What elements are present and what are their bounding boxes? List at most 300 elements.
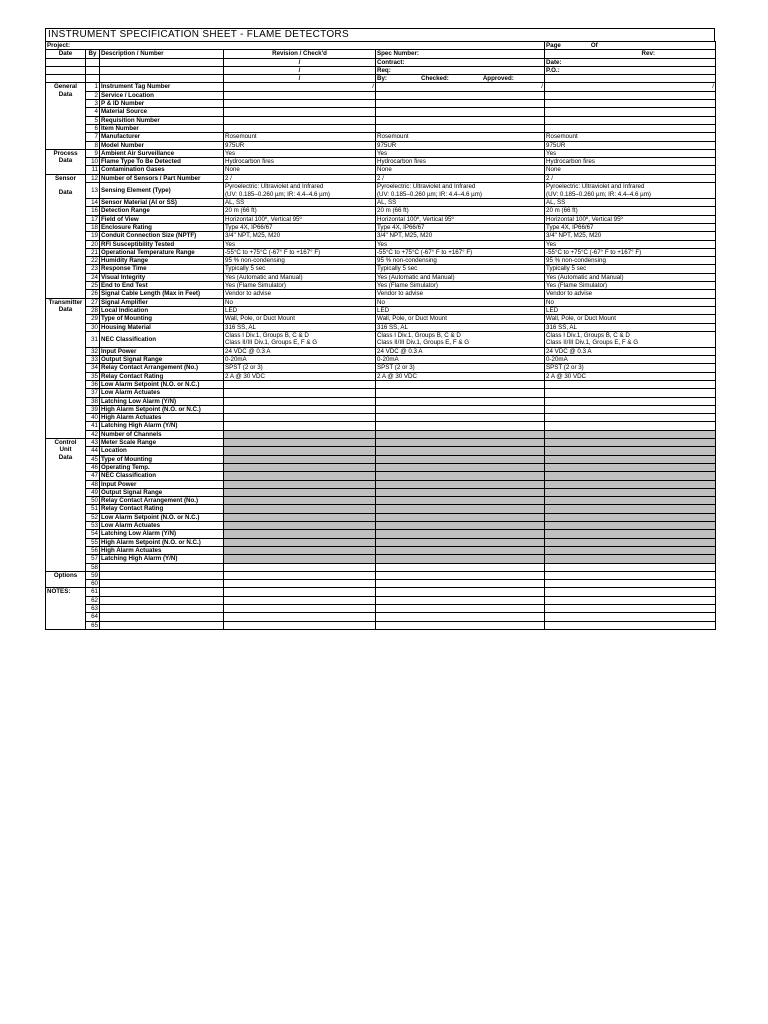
- row-description: RFI Susceptibility Tested: [100, 240, 224, 248]
- value-cell[interactable]: Class I Div.1, Groups B, C & D Class II/III Div.1, Groups E, F & G: [545, 331, 716, 347]
- value-cell[interactable]: [224, 605, 376, 613]
- value-cell[interactable]: LED: [376, 306, 545, 314]
- value-cell[interactable]: Yes (Flame Simulator): [224, 282, 376, 290]
- table-row: [46, 158, 716, 166]
- value-cell[interactable]: [224, 505, 376, 513]
- value-cell[interactable]: [224, 563, 376, 571]
- value-cell[interactable]: [224, 397, 376, 405]
- value-cell[interactable]: [224, 380, 376, 388]
- value-cell[interactable]: None: [224, 166, 376, 174]
- table-row: [46, 282, 716, 290]
- value-cell[interactable]: 24 VDC @ 0.3 A: [376, 347, 545, 355]
- date-label: Date:: [545, 58, 716, 66]
- table-row: [46, 580, 716, 588]
- row-number: 58: [86, 563, 100, 571]
- project-cell: Project:: [46, 42, 545, 50]
- row-description: High Alarm Setpoint (N.O. or N.C.): [100, 405, 224, 413]
- value-cell[interactable]: Hydrocarbon fires: [545, 158, 716, 166]
- signoff-cell: By: Checked: Approved:: [376, 75, 545, 83]
- value-cell[interactable]: Horizontal 100º, Vertical 95º: [224, 215, 376, 223]
- value-cell[interactable]: [376, 116, 545, 124]
- value-cell[interactable]: Wall, Pole, or Duct Mount: [376, 315, 545, 323]
- value-cell[interactable]: Vendor to advise: [224, 290, 376, 298]
- value-cell[interactable]: 0-20mA: [376, 356, 545, 364]
- value-cell[interactable]: [376, 546, 545, 554]
- value-cell[interactable]: [376, 455, 545, 463]
- value-cell[interactable]: [545, 505, 716, 513]
- value-cell[interactable]: [545, 596, 716, 604]
- value-cell[interactable]: [224, 613, 376, 621]
- value-cell[interactable]: [376, 563, 545, 571]
- value-cell[interactable]: [545, 571, 716, 579]
- row-description: Service / Location: [100, 91, 224, 99]
- value-cell[interactable]: Pyroelectric: Ultraviolet and Infrared (UV: 0.185–0.260 µm; IR: 4.4–4.6 µm): [376, 183, 545, 199]
- value-cell[interactable]: [545, 463, 716, 471]
- value-cell[interactable]: [376, 397, 545, 405]
- value-cell[interactable]: [376, 91, 545, 99]
- value-cell[interactable]: 975UR: [545, 141, 716, 149]
- section-label: NOTES:: [46, 588, 86, 629]
- row-description: Item Number: [100, 124, 224, 132]
- table-row: [46, 588, 716, 596]
- value-cell[interactable]: [224, 455, 376, 463]
- value-cell[interactable]: 975UR: [224, 141, 376, 149]
- row-number: 36: [86, 380, 100, 388]
- value-cell[interactable]: [376, 380, 545, 388]
- row-description: Requisition Number: [100, 116, 224, 124]
- value-cell[interactable]: [545, 100, 716, 108]
- row-number: 32: [86, 347, 100, 355]
- value-cell[interactable]: [545, 422, 716, 430]
- value-cell[interactable]: Hydrocarbon fires: [224, 158, 376, 166]
- row-number: 8: [86, 141, 100, 149]
- value-cell[interactable]: [376, 488, 545, 496]
- value-cell[interactable]: [545, 605, 716, 613]
- row-number: 34: [86, 364, 100, 372]
- value-cell[interactable]: [376, 588, 545, 596]
- value-cell[interactable]: Yes: [376, 149, 545, 157]
- row-number: 52: [86, 513, 100, 521]
- value-cell[interactable]: SPST (2 or 3): [376, 364, 545, 372]
- value-cell[interactable]: [376, 124, 545, 132]
- value-cell[interactable]: Wall, Pole, or Duct Mount: [224, 315, 376, 323]
- value-cell[interactable]: [376, 463, 545, 471]
- value-cell[interactable]: [545, 621, 716, 629]
- row-description: Manufacturer: [100, 133, 224, 141]
- row-description: Low Alarm Setpoint (N.O. or N.C.): [100, 513, 224, 521]
- value-cell[interactable]: [545, 546, 716, 554]
- value-cell[interactable]: 0-20mA: [545, 356, 716, 364]
- row-description: Latching Low Alarm (Y/N): [100, 397, 224, 405]
- row-number: 48: [86, 480, 100, 488]
- value-cell[interactable]: [224, 414, 376, 422]
- value-cell[interactable]: Typically 5 sec: [376, 265, 545, 273]
- value-cell[interactable]: [224, 580, 376, 588]
- value-cell[interactable]: [224, 472, 376, 480]
- value-cell[interactable]: [224, 108, 376, 116]
- value-cell[interactable]: [376, 555, 545, 563]
- row-description: NEC Classification: [100, 472, 224, 480]
- value-cell[interactable]: Wall, Pole, or Duct Mount: [545, 315, 716, 323]
- row-number: 41: [86, 422, 100, 430]
- row-description: P & ID Number: [100, 100, 224, 108]
- value-cell[interactable]: [376, 621, 545, 629]
- value-cell[interactable]: 95 % non-condensing: [376, 257, 545, 265]
- row-number: 20: [86, 240, 100, 248]
- value-cell[interactable]: Typically 5 sec: [224, 265, 376, 273]
- row-number: 56: [86, 546, 100, 554]
- row-description: High Alarm Actuates: [100, 546, 224, 554]
- value-cell[interactable]: [376, 571, 545, 579]
- value-cell[interactable]: Yes (Flame Simulator): [545, 282, 716, 290]
- value-cell[interactable]: Pyroelectric: Ultraviolet and Infrared (UV: 0.185–0.260 µm; IR: 4.4–4.6 µm): [545, 183, 716, 199]
- row-description: Output Signal Range: [100, 488, 224, 496]
- value-cell[interactable]: [545, 530, 716, 538]
- value-cell[interactable]: [224, 447, 376, 455]
- row-description: Type of Mounting: [100, 455, 224, 463]
- value-cell[interactable]: [545, 472, 716, 480]
- row-number: 27: [86, 298, 100, 306]
- value-cell[interactable]: Rosemount: [545, 133, 716, 141]
- value-cell[interactable]: [224, 480, 376, 488]
- value-cell[interactable]: [545, 538, 716, 546]
- revision-header: Revision / Check'd: [224, 50, 376, 58]
- row-description: Operating Temp.: [100, 463, 224, 471]
- value-cell[interactable]: 2 A @ 30 VDC: [545, 372, 716, 380]
- value-cell[interactable]: [545, 380, 716, 388]
- row-description: Field of View: [100, 215, 224, 223]
- row-number: 25: [86, 282, 100, 290]
- value-cell[interactable]: [545, 439, 716, 447]
- row-number: 65: [86, 621, 100, 629]
- value-cell[interactable]: [224, 100, 376, 108]
- value-cell[interactable]: [376, 447, 545, 455]
- value-cell[interactable]: No: [376, 298, 545, 306]
- value-cell[interactable]: -55°C to +75°C (-67° F to +167° F): [224, 248, 376, 256]
- value-cell[interactable]: [224, 116, 376, 124]
- value-cell[interactable]: 3/4" NPT, M25, M20: [545, 232, 716, 240]
- value-cell[interactable]: [376, 580, 545, 588]
- row-description: Location: [100, 447, 224, 455]
- value-cell[interactable]: [376, 497, 545, 505]
- value-cell[interactable]: [545, 488, 716, 496]
- row-number: 13: [86, 183, 100, 199]
- value-cell[interactable]: 316 SS, AL: [545, 323, 716, 331]
- value-cell[interactable]: [224, 546, 376, 554]
- table-row: [46, 91, 716, 99]
- spec-table: Project: Page Of Date By Description / Number Revision / Check'd Spec Number: Rev: / Contract: Date: / Req: P.O.: / By: Checked: Approved: General Data 1 Instrument Tag Number / / / 2 Service / Location 3 P & ID Number 4 Material Source 5 Requisition Number 6 Item Number 7 Manufacturer Rosemount Rosemount Rosemount 8 Model Number 975UR 975UR 975UR Process Data 9 Ambient Air Surveillance Yes Yes Yes 10 Flame Type To Be Detected Hydrocarbon fires Hydrocarbon fires Hydrocarbon fires 11 Contamination Gases None None None Sensor Data 12 Number of Sensors / Part Number 2 / 2 / 2 / 13 Sensing Element (Type) Pyroelectric: Ultraviolet and Infrared (UV: 0.185–0.260 µm; IR: 4.4–4.6 µm) Pyroelectric: Ultraviolet and Infrared (UV: 0.185–0.260 µm; IR: 4.4–4.6 µm) Pyroelectric: Ultraviolet and Infrared (UV: 0.185–0.260 µm; IR: 4.4–4.6 µm) 14 Sensor Material (Al or SS) AL, SS AL, SS AL, SS 16 Detection Range 20 m (66 ft) 20 m (66 ft) 20 m (66 ft) 17 Field of View Horizontal 100º, Vertical 95º Horizontal 100º, Vertical 95º Horizontal 100º, Vertical 95º 18 Enclosure Rating Type 4X, IP66/67 Type 4X, IP66/67 Type 4X, IP66/67 19 Conduit Connection Size (NPTF) 3/4" NPT, M25, M20 3/4" NPT, M25, M20 3/4" NPT, M25, M20 20 RFI Susceptibility Tested Yes Yes Yes 21 Operational Temperature Range -55°C to +75°C (-67° F to +167° F) -55°C to +75°C (-67° F to +167° F) -55°C to +75°C (-67° F to +167° F) 22 Humidity Range 95 % non-condensing 95 % non-condensing 95 % non-condensing 23 Response Time Typically 5 sec Typically 5 sec Typically 5 sec 24 Visual Integrity Yes (Automatic and Manual) Yes (Automatic and Manual) Yes (Automatic and Manual) 25 End to End Test Yes (Flame Simulator) Yes (Flame Simulator) Yes (Flame Simulator) 26 Signal Cable Length (Max in Feet) Vendor to advise Vendor to advise Vendor to advise Transmitter Data 27 Signal Amplifier No No No 28 Local Indication LED LED LED 29 Type of Mounting Wall, Pole, or Duct Mount Wall, Pole, or Duct Mount Wall, Pole, or Duct Mount 30 Housing Material 316 SS, AL 316 SS, AL 316 SS, AL 31 NEC Classification Class I Div.1, Groups B, C & D Class II/III Div.1, Groups E, F & G Class I Div.1, Groups B, C & D Class II/III Div.1, Groups E, F & G Class I Div.1, Groups B, C & D Class II/III Div.1, Groups E, F & G 32 Input Power 24 VDC @ 0.3 A 24 VDC @ 0.3 A 24 VDC @ 0.3 A 33 Output Signal Range 0-20mA 0-20mA 0-20mA 34 Relay Contact Arrangement (No.) SPST (2 or 3) SPST (2 or 3) SPST (2 or 3) 35 Relay Contact Rating 2 A @ 30 VDC 2 A @ 30 VDC 2 A @ 30 VDC 36 Low Alarm Setpoint (N.O. or N.C.) 37 Low Alarm Actuates 38 Latching Low Alarm (Y/N) 39 High Alarm Setpoint (N.O. or N.C.) 40 High Alarm Actuates 41 Latching High Alarm (Y/N) 42 Number of Channels Control Unit Data 43 Meter Scale Range 44 Location 45 Type of Mounting 46 Operating Temp. 47 NEC Classification 48 Input Power 49 Output Signal Range 50 Relay Contact Arrangement (No.) 51 Relay Contact Rating 52 Low Alarm Setpoint (N.O. or N.C.) 53 Low Alarm Actuates 54 Latching Low Alarm (Y/N) 55 High Alarm Setpoint (N.O. or N.C.) 56 High Alarm Actuates 57 Latching High Alarm (Y/N) 58 Options 59 60 NOTES: 61 62 63 64 65: [47, 42, 715, 629]
- row-description: Material Source: [100, 108, 224, 116]
- row-description: Detection Range: [100, 207, 224, 215]
- table-row: [46, 248, 716, 256]
- value-cell[interactable]: Yes: [376, 240, 545, 248]
- value-cell[interactable]: /: [224, 83, 376, 91]
- row-description: Number of Sensors / Part Number: [100, 174, 224, 182]
- value-cell[interactable]: [224, 463, 376, 471]
- value-cell[interactable]: [224, 497, 376, 505]
- value-cell[interactable]: Vendor to advise: [545, 290, 716, 298]
- row-number: 23: [86, 265, 100, 273]
- value-cell[interactable]: Pyroelectric: Ultraviolet and Infrared (UV: 0.185–0.260 µm; IR: 4.4–4.6 µm): [224, 183, 376, 199]
- row-description: Signal Cable Length (Max in Feet): [100, 290, 224, 298]
- row-number: 12: [86, 174, 100, 182]
- value-cell[interactable]: [224, 439, 376, 447]
- value-cell[interactable]: [224, 538, 376, 546]
- table-row: [46, 488, 716, 496]
- value-cell[interactable]: [224, 91, 376, 99]
- row-description: Relay Contact Arrangement (No.): [100, 364, 224, 372]
- value-cell[interactable]: 20 m (66 ft): [224, 207, 376, 215]
- value-cell[interactable]: [376, 605, 545, 613]
- value-cell[interactable]: 2 A @ 30 VDC: [376, 372, 545, 380]
- value-cell[interactable]: [224, 571, 376, 579]
- value-cell[interactable]: AL, SS: [224, 199, 376, 207]
- value-cell[interactable]: [224, 530, 376, 538]
- value-cell[interactable]: [545, 580, 716, 588]
- value-cell[interactable]: [224, 405, 376, 413]
- value-cell[interactable]: [376, 613, 545, 621]
- value-cell[interactable]: AL, SS: [376, 199, 545, 207]
- row-number: 39: [86, 405, 100, 413]
- row-description: Instrument Tag Number: [100, 83, 224, 91]
- value-cell[interactable]: Class I Div.1, Groups B, C & D Class II/III Div.1, Groups E, F & G: [376, 331, 545, 347]
- value-cell[interactable]: [376, 505, 545, 513]
- value-cell[interactable]: Type 4X, IP66/67: [224, 223, 376, 231]
- row-description: Humidity Range: [100, 257, 224, 265]
- row-description: Latching High Alarm (Y/N): [100, 555, 224, 563]
- value-cell[interactable]: Yes (Flame Simulator): [376, 282, 545, 290]
- value-cell[interactable]: [545, 397, 716, 405]
- row-number: 28: [86, 306, 100, 314]
- value-cell[interactable]: None: [545, 166, 716, 174]
- row-description: Response Time: [100, 265, 224, 273]
- value-cell[interactable]: [376, 405, 545, 413]
- value-cell[interactable]: [545, 414, 716, 422]
- row-number: 57: [86, 555, 100, 563]
- value-cell[interactable]: [545, 513, 716, 521]
- value-cell[interactable]: [545, 480, 716, 488]
- row-number: 6: [86, 124, 100, 132]
- value-cell[interactable]: [224, 422, 376, 430]
- value-cell[interactable]: [545, 497, 716, 505]
- value-cell[interactable]: Yes: [224, 240, 376, 248]
- value-cell[interactable]: Horizontal 100º, Vertical 95º: [376, 215, 545, 223]
- value-cell[interactable]: Horizontal 100º, Vertical 95º: [545, 215, 716, 223]
- value-cell[interactable]: [376, 472, 545, 480]
- row-number: 7: [86, 133, 100, 141]
- value-cell[interactable]: [545, 389, 716, 397]
- value-cell[interactable]: Yes (Automatic and Manual): [545, 273, 716, 281]
- table-row: [46, 257, 716, 265]
- value-cell[interactable]: Type 4X, IP66/67: [545, 223, 716, 231]
- value-cell[interactable]: [224, 124, 376, 132]
- row-description: [100, 571, 224, 579]
- row-description: [100, 563, 224, 571]
- value-cell[interactable]: 316 SS, AL: [224, 323, 376, 331]
- value-cell[interactable]: 24 VDC @ 0.3 A: [224, 347, 376, 355]
- value-cell[interactable]: [376, 422, 545, 430]
- value-cell[interactable]: [224, 522, 376, 530]
- row-description: Input Power: [100, 347, 224, 355]
- value-cell[interactable]: Typically 5 sec: [545, 265, 716, 273]
- value-cell[interactable]: SPST (2 or 3): [224, 364, 376, 372]
- rev-label: Rev:: [630, 50, 716, 58]
- table-row: [46, 497, 716, 505]
- section-label: General Data: [46, 83, 86, 149]
- value-cell[interactable]: 2 A @ 30 VDC: [224, 372, 376, 380]
- value-cell[interactable]: SPST (2 or 3): [545, 364, 716, 372]
- row-description: Conduit Connection Size (NPTF): [100, 232, 224, 240]
- value-cell[interactable]: -55°C to +75°C (-67° F to +167° F): [376, 248, 545, 256]
- value-cell[interactable]: [376, 522, 545, 530]
- table-row: [46, 372, 716, 380]
- table-row: [46, 563, 716, 571]
- value-cell[interactable]: 3/4" NPT, M25, M20: [224, 232, 376, 240]
- date-header: Date: [46, 50, 86, 58]
- value-cell[interactable]: [224, 430, 376, 438]
- value-cell[interactable]: [545, 108, 716, 116]
- row-number: 16: [86, 207, 100, 215]
- value-cell[interactable]: [545, 555, 716, 563]
- table-row: [46, 166, 716, 174]
- table-row: [46, 414, 716, 422]
- value-cell[interactable]: Type 4X, IP66/67: [376, 223, 545, 231]
- po-label: P.O.:: [545, 66, 716, 74]
- value-cell[interactable]: Yes (Automatic and Manual): [376, 273, 545, 281]
- row-number: 45: [86, 455, 100, 463]
- value-cell[interactable]: Yes: [545, 149, 716, 157]
- row-description: [100, 596, 224, 604]
- value-cell[interactable]: No: [545, 298, 716, 306]
- row-description: Latching High Alarm (Y/N): [100, 422, 224, 430]
- value-cell[interactable]: 3/4" NPT, M25, M20: [376, 232, 545, 240]
- value-cell[interactable]: [545, 124, 716, 132]
- row-number: 59: [86, 571, 100, 579]
- table-row: [46, 513, 716, 521]
- value-cell[interactable]: 316 SS, AL: [376, 323, 545, 331]
- value-cell[interactable]: [376, 100, 545, 108]
- section-label: Options: [46, 571, 86, 588]
- table-row: [46, 331, 716, 347]
- row-number: 61: [86, 588, 100, 596]
- value-cell[interactable]: Vendor to advise: [376, 290, 545, 298]
- value-cell[interactable]: [545, 522, 716, 530]
- value-cell[interactable]: [224, 513, 376, 521]
- value-cell[interactable]: [376, 596, 545, 604]
- value-cell[interactable]: 975UR: [376, 141, 545, 149]
- value-cell[interactable]: Yes (Automatic and Manual): [224, 273, 376, 281]
- row-number: 30: [86, 323, 100, 331]
- value-cell[interactable]: 24 VDC @ 0.3 A: [545, 347, 716, 355]
- value-cell[interactable]: [545, 116, 716, 124]
- value-cell[interactable]: [224, 555, 376, 563]
- value-cell[interactable]: [545, 430, 716, 438]
- table-row: [46, 108, 716, 116]
- value-cell[interactable]: LED: [545, 306, 716, 314]
- value-cell[interactable]: /: [545, 83, 716, 91]
- row-description: Sensor Material (Al or SS): [100, 199, 224, 207]
- value-cell[interactable]: [376, 389, 545, 397]
- table-row: [46, 133, 716, 141]
- value-cell[interactable]: [545, 563, 716, 571]
- value-cell[interactable]: [545, 588, 716, 596]
- value-cell[interactable]: [376, 414, 545, 422]
- row-number: 54: [86, 530, 100, 538]
- sheet-title: INSTRUMENT SPECIFICATION SHEET - FLAME DETECTORS: [45, 28, 715, 41]
- value-cell[interactable]: [376, 530, 545, 538]
- value-cell[interactable]: 95 % non-condensing: [224, 257, 376, 265]
- table-row: [46, 505, 716, 513]
- row-number: 4: [86, 108, 100, 116]
- value-cell[interactable]: Class I Div.1, Groups B, C & D Class II/III Div.1, Groups E, F & G: [224, 331, 376, 347]
- value-cell[interactable]: /: [376, 83, 545, 91]
- value-cell[interactable]: 2 /: [376, 174, 545, 182]
- table-row: [46, 199, 716, 207]
- value-cell[interactable]: 2 /: [545, 174, 716, 182]
- contract-label: Contract:: [376, 58, 545, 66]
- value-cell[interactable]: [376, 480, 545, 488]
- value-cell[interactable]: Rosemount: [224, 133, 376, 141]
- value-cell[interactable]: 20 m (66 ft): [376, 207, 545, 215]
- row-number: 11: [86, 166, 100, 174]
- table-row: [46, 364, 716, 372]
- row-description: NEC Classification: [100, 331, 224, 347]
- table-row: [46, 273, 716, 281]
- row-description: [100, 588, 224, 596]
- value-cell[interactable]: No: [224, 298, 376, 306]
- value-cell[interactable]: [224, 488, 376, 496]
- value-cell[interactable]: [545, 447, 716, 455]
- table-row: [46, 430, 716, 438]
- value-cell[interactable]: Yes: [224, 149, 376, 157]
- value-cell[interactable]: 20 m (66 ft): [545, 207, 716, 215]
- table-row: [46, 149, 716, 157]
- value-cell[interactable]: [545, 91, 716, 99]
- value-cell[interactable]: -55°C to +75°C (-67° F to +167° F): [545, 248, 716, 256]
- value-cell[interactable]: LED: [224, 306, 376, 314]
- page-cell: Page Of: [545, 42, 630, 50]
- value-cell[interactable]: [545, 613, 716, 621]
- value-cell[interactable]: None: [376, 166, 545, 174]
- value-cell[interactable]: [376, 439, 545, 447]
- value-cell[interactable]: [224, 621, 376, 629]
- row-number: 26: [86, 290, 100, 298]
- row-description: Local Indication: [100, 306, 224, 314]
- value-cell[interactable]: 2 /: [224, 174, 376, 182]
- value-cell[interactable]: [224, 389, 376, 397]
- value-cell[interactable]: [545, 405, 716, 413]
- value-cell[interactable]: 95 % non-condensing: [545, 257, 716, 265]
- value-cell[interactable]: [545, 455, 716, 463]
- table-row: [46, 141, 716, 149]
- value-cell[interactable]: [224, 588, 376, 596]
- row-number: 35: [86, 372, 100, 380]
- value-cell[interactable]: Rosemount: [376, 133, 545, 141]
- value-cell[interactable]: AL, SS: [545, 199, 716, 207]
- value-cell[interactable]: [376, 513, 545, 521]
- value-cell[interactable]: [376, 430, 545, 438]
- value-cell[interactable]: [376, 108, 545, 116]
- value-cell[interactable]: [376, 538, 545, 546]
- row-description: Latching Low Alarm (Y/N): [100, 530, 224, 538]
- value-cell[interactable]: Yes: [545, 240, 716, 248]
- value-cell[interactable]: Hydrocarbon fires: [376, 158, 545, 166]
- row-number: 63: [86, 605, 100, 613]
- row-description: Low Alarm Actuates: [100, 389, 224, 397]
- row-description: Output Signal Range: [100, 356, 224, 364]
- value-cell[interactable]: [224, 596, 376, 604]
- value-cell[interactable]: 0-20mA: [224, 356, 376, 364]
